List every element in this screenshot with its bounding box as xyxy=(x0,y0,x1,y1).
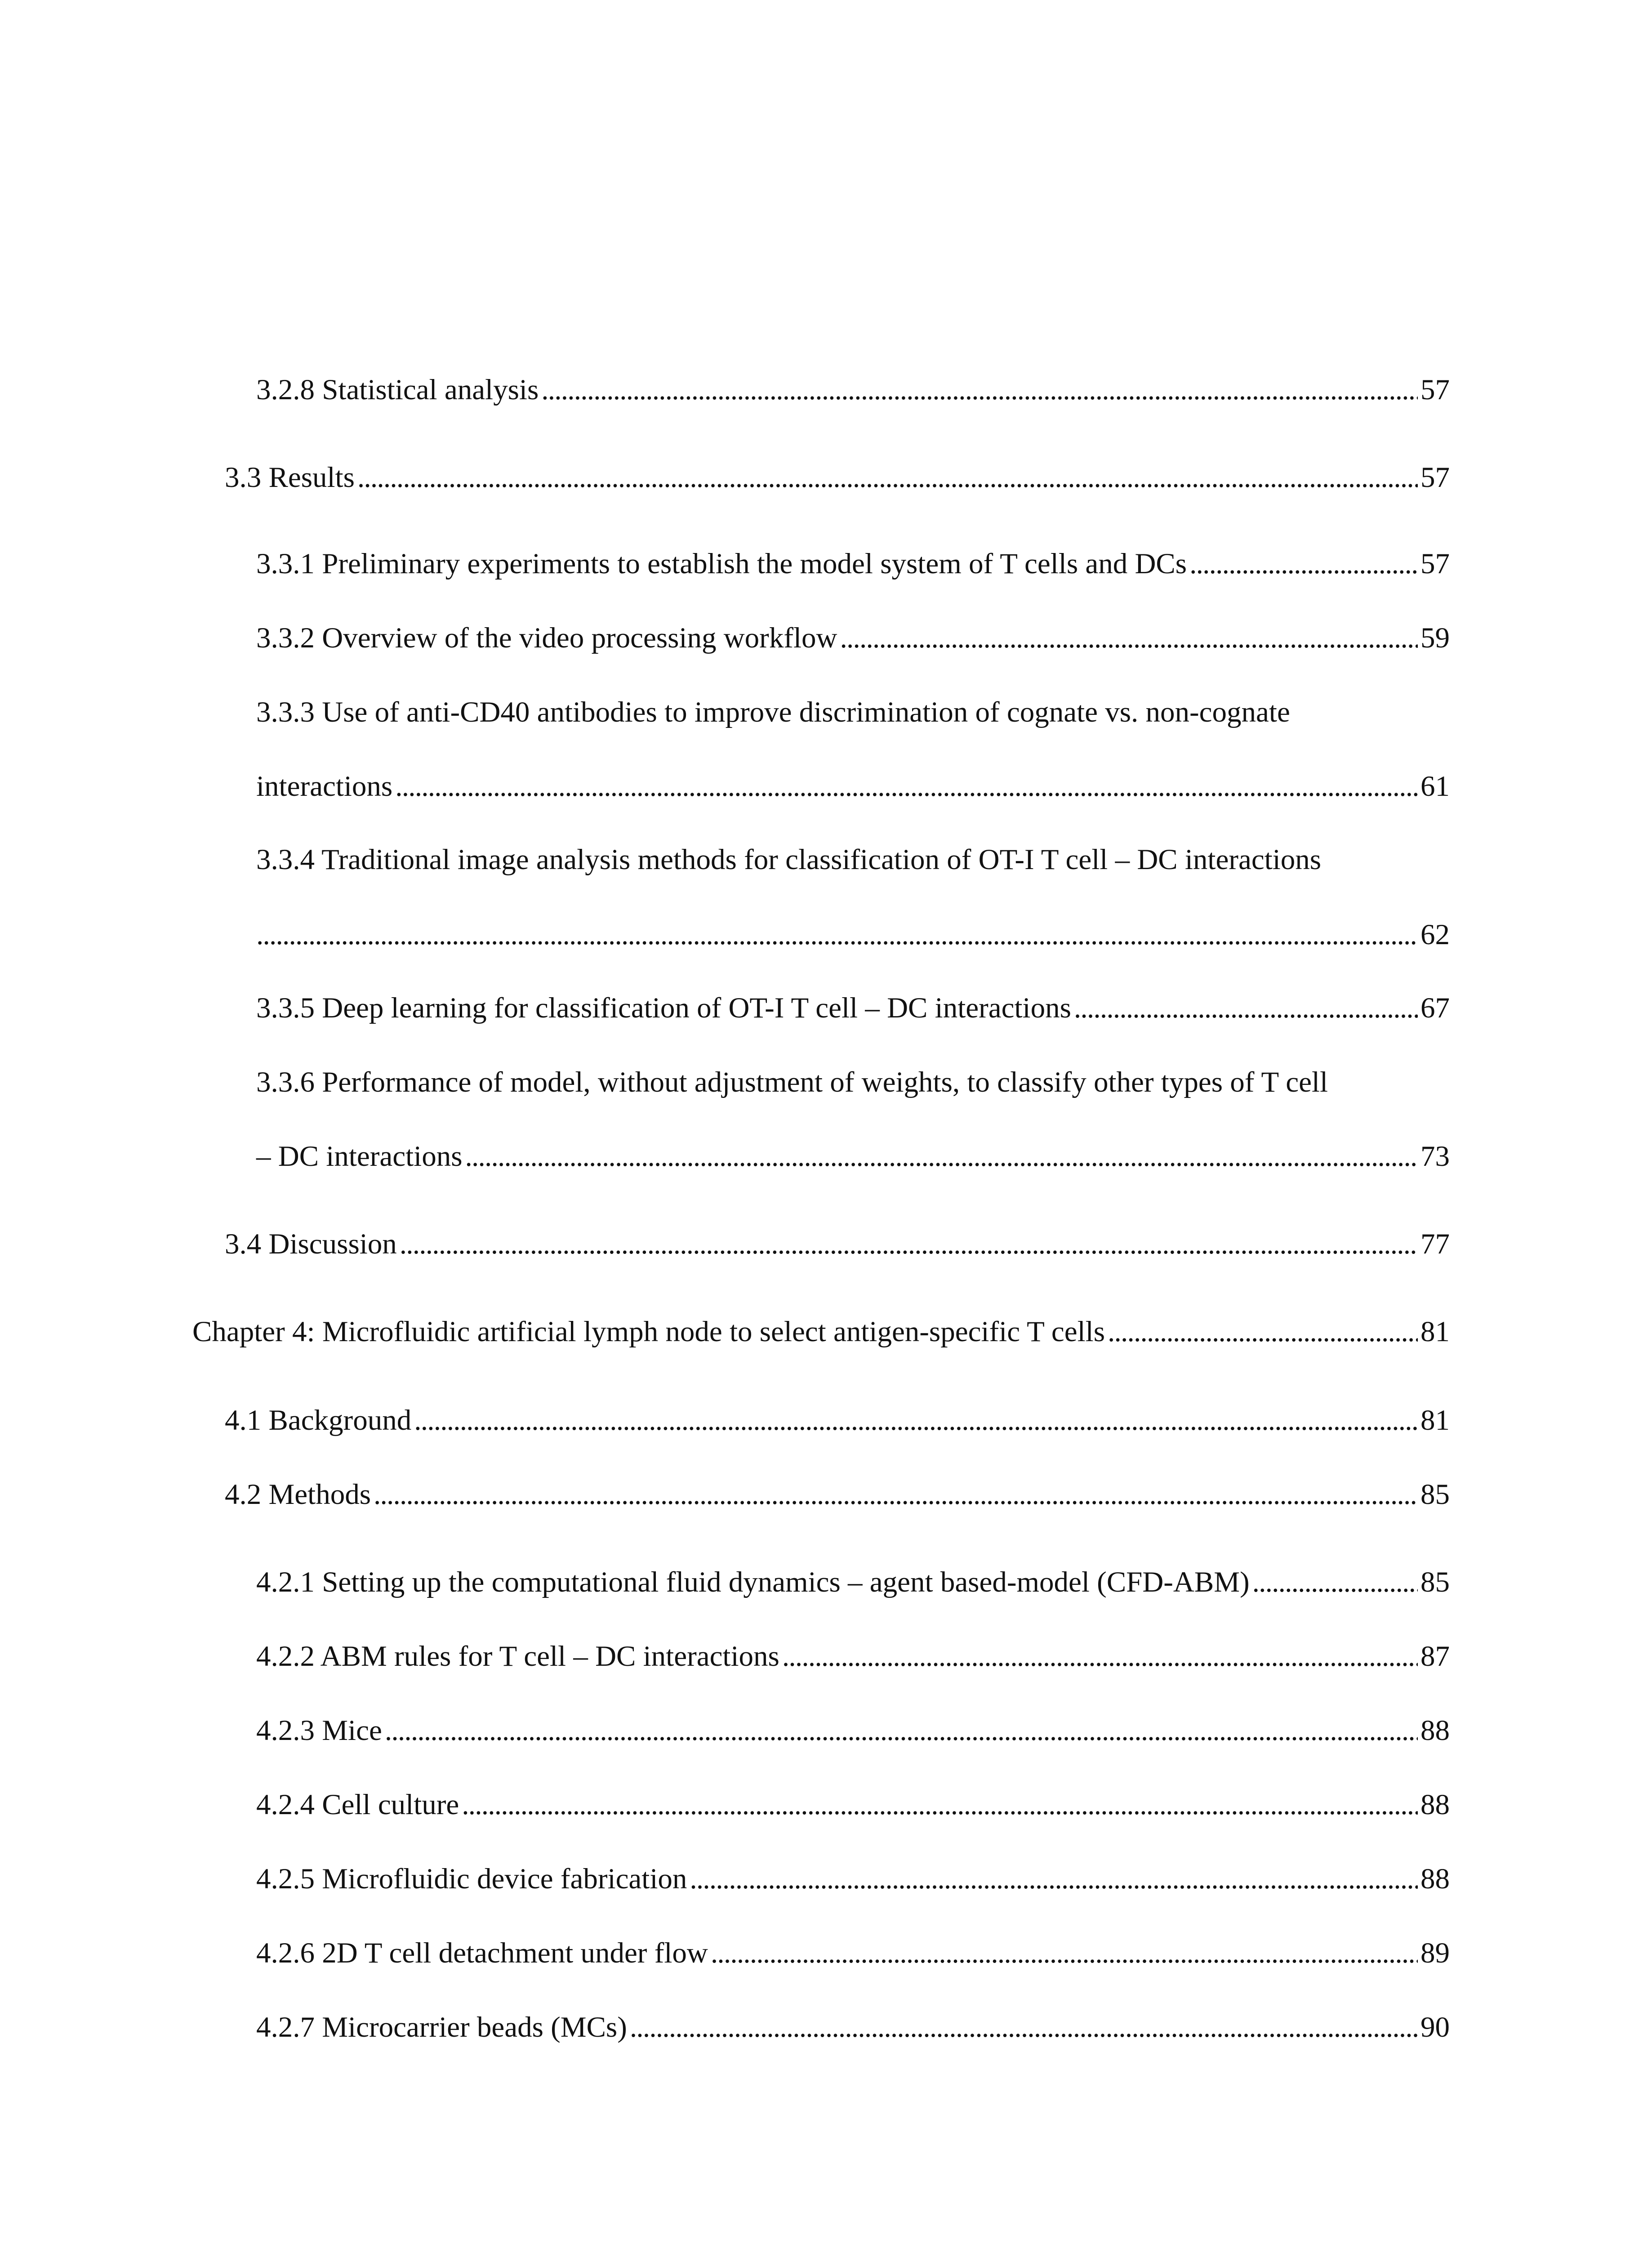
toc-page-number: 88 xyxy=(1420,1789,1450,1821)
toc-entry-4-2-2[interactable] xyxy=(256,1642,1450,1671)
toc-entry-label: 4.2.3 Mice xyxy=(256,1714,382,1747)
toc-entry-4-2-7[interactable] xyxy=(256,2013,1450,2042)
toc-leader-dots xyxy=(256,920,1418,950)
toc-entry-3-3-5[interactable] xyxy=(256,994,1450,1023)
toc-entry-label: – DC interactions xyxy=(256,1140,463,1173)
toc-entry-4-2-3[interactable] xyxy=(256,1716,1450,1745)
toc-entry-3-3-1[interactable] xyxy=(256,549,1450,579)
toc-leader-dots xyxy=(1108,1317,1418,1347)
toc-entry-label: 4.2 Methods xyxy=(225,1478,371,1511)
toc-entry-4-2-4[interactable] xyxy=(256,1790,1450,1820)
toc-entry-3-3-4-line2[interactable] xyxy=(256,920,1450,950)
toc-page-number: 90 xyxy=(1420,2011,1450,2043)
toc-entry-3-4[interactable] xyxy=(225,1230,1450,1259)
toc-entry-4-2-5[interactable] xyxy=(256,1864,1450,1894)
toc-entry-label: 4.2.5 Microfluidic device fabrication xyxy=(256,1863,687,1895)
toc-leader-dots xyxy=(711,1939,1418,1968)
toc-leader-dots xyxy=(400,1230,1418,1259)
toc-entry-3-3[interactable] xyxy=(225,463,1450,492)
toc-leader-dots xyxy=(782,1642,1418,1671)
toc-entry-label: 3.3.4 Traditional image analysis methods for classification of OT-I T cell – DC interactions xyxy=(256,843,1322,876)
toc-page-number: 81 xyxy=(1420,1404,1450,1436)
toc-page-number: 81 xyxy=(1420,1316,1450,1348)
toc-entry-label: 4.2.4 Cell culture xyxy=(256,1789,459,1821)
toc-entry-label: 4.2.7 Microcarrier beads (MCs) xyxy=(256,2011,627,2043)
toc-entry-chapter-4[interactable] xyxy=(192,1317,1450,1347)
toc-page-number: 57 xyxy=(1420,374,1450,406)
toc-leader-dots xyxy=(462,1790,1418,1820)
toc-entry-label: 4.2.1 Setting up the computational fluid dynamics – agent based-model (CFD-ABM) xyxy=(256,1566,1250,1598)
toc-page-number: 87 xyxy=(1420,1640,1450,1673)
toc-entry-label: 3.3.3 Use of anti-CD40 antibodies to improve discrimination of cognate vs. non-cognate xyxy=(256,696,1290,728)
toc-entry-label: 3.3.2 Overview of the video processing workflow xyxy=(256,622,837,654)
toc-leader-dots xyxy=(541,375,1418,405)
toc-page-number: 57 xyxy=(1420,461,1450,494)
toc-entry-3-3-3-line2[interactable] xyxy=(256,772,1450,801)
toc-leader-dots xyxy=(690,1864,1418,1894)
toc-leader-dots xyxy=(357,463,1418,492)
toc-entry-4-2-6[interactable] xyxy=(256,1939,1450,1968)
toc-leader-dots xyxy=(630,2013,1418,2042)
toc-page-number: 67 xyxy=(1420,992,1450,1024)
toc-page-number: 85 xyxy=(1420,1566,1450,1598)
toc-entry-label: Chapter 4: Microfluidic artificial lymph node to select antigen-specific T cells xyxy=(192,1316,1105,1348)
toc-leader-dots xyxy=(385,1716,1418,1745)
toc-page-number: 73 xyxy=(1420,1140,1450,1173)
toc-leader-dots xyxy=(1189,549,1418,579)
toc-leader-dots xyxy=(1074,994,1418,1023)
toc-page-number: 57 xyxy=(1420,548,1450,580)
toc-page-number: 88 xyxy=(1420,1863,1450,1895)
toc-entry-3-3-3-line1[interactable] xyxy=(256,698,1450,727)
toc-page-number: 77 xyxy=(1420,1228,1450,1260)
toc-entry-3-3-2[interactable] xyxy=(256,624,1450,653)
toc-page-number: 88 xyxy=(1420,1714,1450,1747)
toc-entry-label: 3.2.8 Statistical analysis xyxy=(256,374,539,406)
toc-entry-label: 3.3.1 Preliminary experiments to establish the model system of T cells and DCs xyxy=(256,548,1187,580)
toc-page-number: 85 xyxy=(1420,1478,1450,1511)
toc-leader-dots xyxy=(1252,1568,1418,1597)
toc-page-number: 62 xyxy=(1420,919,1450,951)
toc-entry-label: 3.4 Discussion xyxy=(225,1228,397,1260)
toc-entry-3-3-6-line1[interactable] xyxy=(256,1068,1450,1097)
toc-entry-3-3-4-line1[interactable] xyxy=(256,845,1450,874)
toc-entry-label: 4.2.6 2D T cell detachment under flow xyxy=(256,1937,708,1969)
toc-entry-label: interactions xyxy=(256,770,393,803)
toc-leader-dots xyxy=(395,772,1418,801)
toc-entry-3-3-6-line2[interactable] xyxy=(256,1142,1450,1171)
toc-page-number: 61 xyxy=(1420,770,1450,803)
toc-leader-dots xyxy=(840,624,1418,653)
toc-page-number: 59 xyxy=(1420,622,1450,654)
toc-entry-label: 3.3.5 Deep learning for classification of OT-I T cell – DC interactions xyxy=(256,992,1071,1024)
toc-entry-label: 4.1 Background xyxy=(225,1404,412,1436)
toc-leader-dots xyxy=(414,1406,1418,1435)
toc-entry-4-2-1[interactable] xyxy=(256,1568,1450,1597)
toc-leader-dots xyxy=(374,1480,1418,1509)
toc-entry-label: 3.3 Results xyxy=(225,461,355,494)
toc-entry-label: 4.2.2 ABM rules for T cell – DC interactions xyxy=(256,1640,779,1673)
toc-leader-dots xyxy=(465,1142,1418,1171)
toc-page-number: 89 xyxy=(1420,1937,1450,1969)
toc-entry-label: 3.3.6 Performance of model, without adjustment of weights, to classify other types of T cell xyxy=(256,1066,1328,1098)
toc-entry-4-2[interactable] xyxy=(225,1480,1450,1509)
toc-entry-3-2-8[interactable] xyxy=(256,375,1450,405)
toc-entry-4-1[interactable] xyxy=(225,1406,1450,1435)
